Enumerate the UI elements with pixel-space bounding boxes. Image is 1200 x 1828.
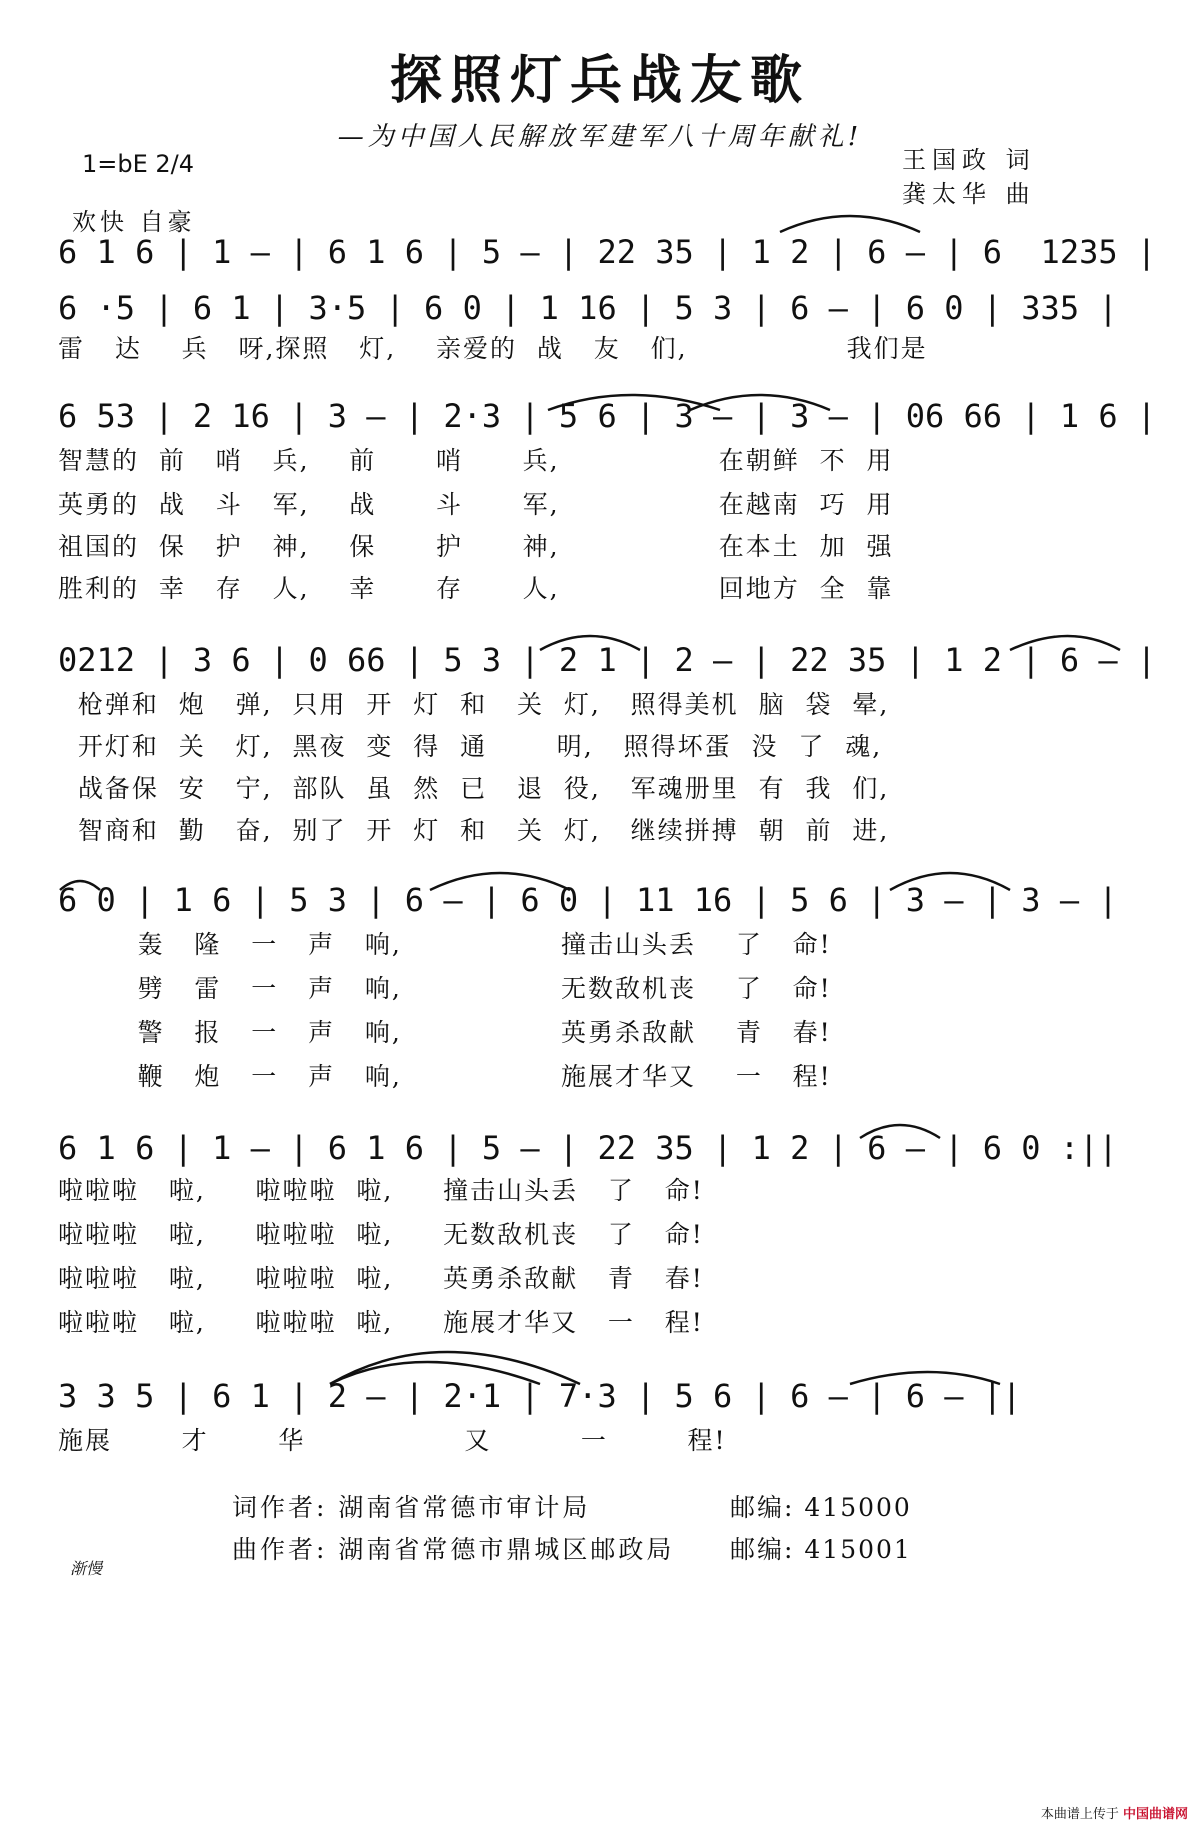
slur-row7a <box>330 1362 540 1384</box>
slur-row4b <box>1010 636 1120 650</box>
lyric-row-3-verse-2: 英勇的 战 斗 军, 战 斗 军, 在越南 巧 用 <box>58 490 894 519</box>
slur-row6 <box>860 1125 940 1138</box>
lyricist-zip-label: 邮编: <box>730 1493 795 1522</box>
lyric-row-5-verse-3: 警 报 一 声 响, 英勇杀敌献 青 春! <box>58 1018 832 1047</box>
notation-row-6: 6 1 6 | 1 — | 6 1 6 | 5 — | 22 35 | 1 2 | 6 — | 6 0 :|| <box>58 1129 1118 1167</box>
notation-row-1: 6 1 6 | 1 — | 6 1 6 | 5 — | 22 35 | 1 2 | 6 — | 6 1235 | <box>58 233 1157 271</box>
site-logo: 中国曲谱网 <box>1122 1807 1188 1822</box>
lyric-row-5-verse-1: 轰 隆 一 声 响, 撞击山头丢 了 命! <box>58 930 832 959</box>
lyric-row-4-verse-4: 智商和 勤 奋, 别了 开 灯 和 关 灯, 继续拼搏 朝 前 进, <box>58 816 890 845</box>
lyric-row-6-verse-2: 啦啦啦 啦, 啦啦啦 啦, 无数敌机丧 了 命! <box>58 1220 704 1249</box>
lyric-row-7-verse-1: 施展 才 华 又 一 程! <box>58 1426 727 1455</box>
slur-row5c <box>890 873 1010 890</box>
composer-zip-label: 邮编: <box>730 1535 795 1564</box>
slur-row5b <box>430 873 570 890</box>
lyricist-org: 湖南省常德市审计局 <box>338 1493 591 1522</box>
lyric-row-5-verse-2: 劈 雷 一 声 响, 无数敌机丧 了 命! <box>58 974 832 1003</box>
slur-row7b <box>330 1352 580 1384</box>
slur-row4a <box>540 636 640 650</box>
notation-row-4: 0212 | 3 6 | 0 66 | 5 3 | 2 1 | 2 — | 22 35 | 1 2 | 6 — | <box>58 641 1157 679</box>
lyric-row-6-verse-3: 啦啦啦 啦, 啦啦啦 啦, 英勇杀敌献 青 春! <box>58 1264 704 1293</box>
notation-row-3: 6 53 | 2 16 | 3 — | 2·3 | 5 6 | 3 — | 3 — | 06 66 | 1 6 | <box>58 397 1157 435</box>
lyric-row-4-verse-3: 战备保 安 宁, 部队 虽 然 已 退 役, 军魂册里 有 我 们, <box>58 774 890 803</box>
slur-row7c <box>850 1372 1000 1384</box>
slur-row1 <box>780 216 920 232</box>
tempo-marking: 欢快 自豪 <box>72 208 196 236</box>
slur-row5a <box>60 881 100 890</box>
lyric-row-3-verse-3: 祖国的 保 护 神, 保 护 神, 在本土 加 强 <box>58 532 894 561</box>
lyricist-zip: 415000 <box>804 1493 912 1522</box>
lyricist-label: 词作者: <box>232 1493 328 1522</box>
notation-row-5: 6 0 | 1 6 | 5 3 | 6 — | 6 0 | 11 16 | 5 6 | 3 — | 3 — | <box>58 881 1118 919</box>
lyric-row-4-verse-1: 枪弹和 炮 弹, 只用 开 灯 和 关 灯, 照得美机 脑 袋 晕, <box>58 690 890 719</box>
composer-label: 曲作者: <box>232 1535 328 1564</box>
notation-row-7: 3 3 5 | 6 1 | 2 — | 2·1 | 7·3 | 5 6 | 6 — | 6 — || <box>58 1377 1022 1415</box>
lyric-row-5-verse-4: 鞭 炮 一 声 响, 施展才华又 一 程! <box>58 1062 832 1091</box>
lyricist-credit: 王国政 词 <box>902 146 1036 174</box>
lyric-row-3-verse-1: 智慧的 前 哨 兵, 前 哨 兵, 在朝鲜 不 用 <box>58 446 894 475</box>
song-subtitle: —为中国人民解放军建军八十周年献礼! <box>337 122 863 152</box>
lyric-row-6-verse-4: 啦啦啦 啦, 啦啦啦 啦, 施展才华又 一 程! <box>58 1308 704 1337</box>
ritardando-marking: 渐慢 <box>70 1559 103 1578</box>
composer-zip: 415001 <box>804 1535 912 1564</box>
lyric-row-3-verse-4: 胜利的 幸 存 人, 幸 存 人, 回地方 全 靠 <box>58 574 894 603</box>
key-signature: 1=bE 2/4 <box>82 150 195 178</box>
notation-row-2: 6 ·5 | 6 1 | 3·5 | 6 0 | 1 16 | 5 3 | 6 — | 6 0 | 335 | <box>58 289 1118 327</box>
lyric-row-4-verse-2: 开灯和 关 灯, 黑夜 变 得 通 明, 照得坏蛋 没 了 魂, <box>58 732 883 761</box>
lyric-row-6-verse-1: 啦啦啦 啦, 啦啦啦 啦, 撞击山头丢 了 命! <box>58 1176 704 1205</box>
composer-org: 湖南省常德市鼎城区邮政局 <box>338 1535 675 1564</box>
song-title: 探照灯兵战友歌 <box>389 50 810 111</box>
footer-prefix: 本曲谱上传于 <box>1040 1807 1119 1822</box>
composer-credit: 龚太华 曲 <box>902 180 1036 208</box>
lyric-row-2-verse-1: 雷 达 兵 呀,探照 灯, 亲爱的 战 友 们, 我们是 <box>58 334 928 363</box>
